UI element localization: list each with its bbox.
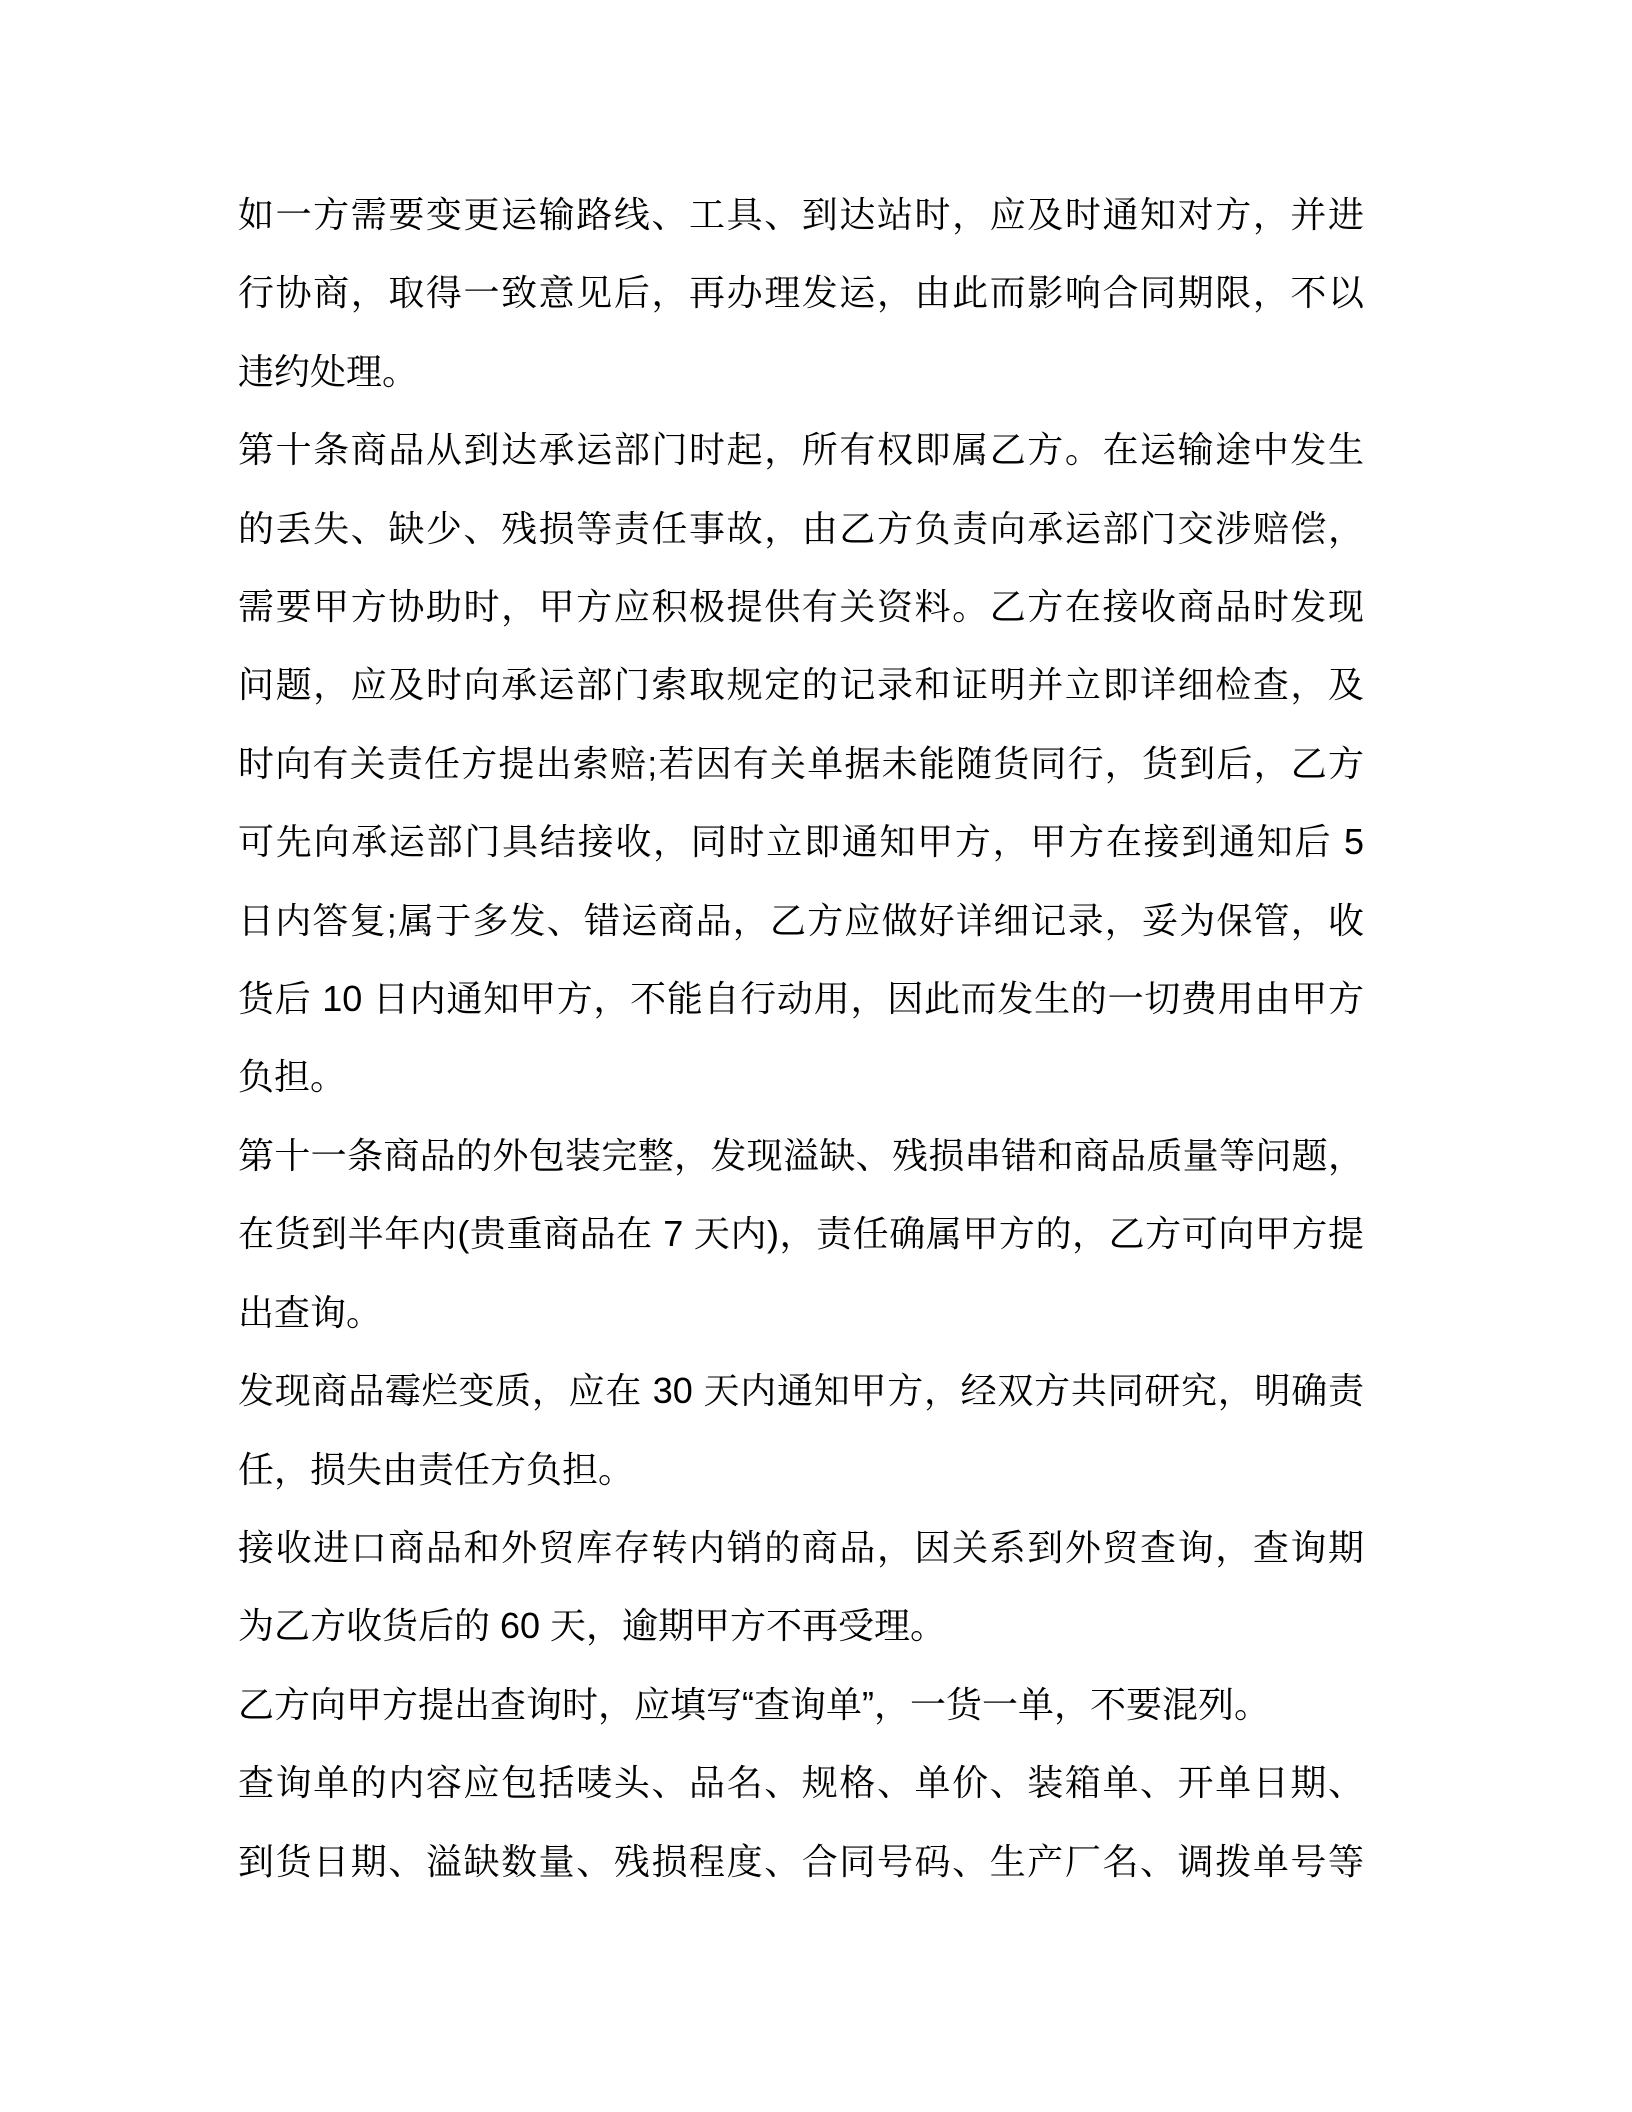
text-line: 任，损失由责任方负担。: [238, 1448, 635, 1490]
text-line: 可先向承运部门具结接收，同时立即通知甲方，甲方在接到通知后 5: [238, 821, 1364, 863]
text-line: 发现商品霉烂变质，应在 30 天内通知甲方，经双方共同研究，明确责: [238, 1370, 1364, 1412]
text-line: 在货到半年内(贵重商品在 7 天内)，责任确属甲方的，乙方可向甲方提: [238, 1213, 1364, 1255]
text-line: 到货日期、溢缺数量、残损程度、合同号码、生产厂名、调拨单号等: [238, 1840, 1364, 1882]
text-line: 乙方向甲方提出查询时，应填写“查询单”，一货一单，不要混列。: [238, 1683, 1270, 1725]
text-line: 负担。: [238, 1056, 347, 1098]
text-line: 问题，应及时向承运部门索取规定的记录和证明并立即详细检查，及: [238, 664, 1364, 706]
text-line: 第十一条商品的外包装完整，发现溢缺、残损串错和商品质量等问题，: [238, 1134, 1364, 1176]
text-line: 行协商，取得一致意见后，再办理发运，由此而影响合同期限，不以: [238, 272, 1364, 314]
text-line: 货后 10 日内通知甲方，不能自行动用，因此而发生的一切费用由甲方: [238, 978, 1364, 1020]
text-line: 需要甲方协助时，甲方应积极提供有关资料。乙方在接收商品时发现: [238, 586, 1364, 628]
text-line: 出查询。: [238, 1291, 383, 1333]
text-line: 查询单的内容应包括唛头、品名、规格、单价、装箱单、开单日期、: [238, 1762, 1364, 1804]
text-line: 第十条商品从到达承运部门时起，所有权即属乙方。在运输途中发生: [238, 429, 1364, 471]
text-line: 为乙方收货后的 60 天，逾期甲方不再受理。: [238, 1605, 947, 1647]
text-line: 时向有关责任方提出索赔;若因有关单据未能随货同行，货到后，乙方: [238, 742, 1364, 784]
text-line: 日内答复;属于多发、错运商品，乙方应做好详细记录，妥为保管，收: [238, 899, 1364, 941]
text-line: 的丢失、缺少、残损等责任事故，由乙方负责向承运部门交涉赔偿，: [238, 507, 1364, 549]
text-line: 接收进口商品和外贸库存转内销的商品，因关系到外贸查询，查询期: [238, 1526, 1364, 1568]
contract-text-block: [238, 176, 1364, 1901]
text-line: 如一方需要变更运输路线、工具、到达站时，应及时通知对方，并进: [238, 194, 1364, 235]
text-line: 违约处理。: [238, 350, 419, 392]
